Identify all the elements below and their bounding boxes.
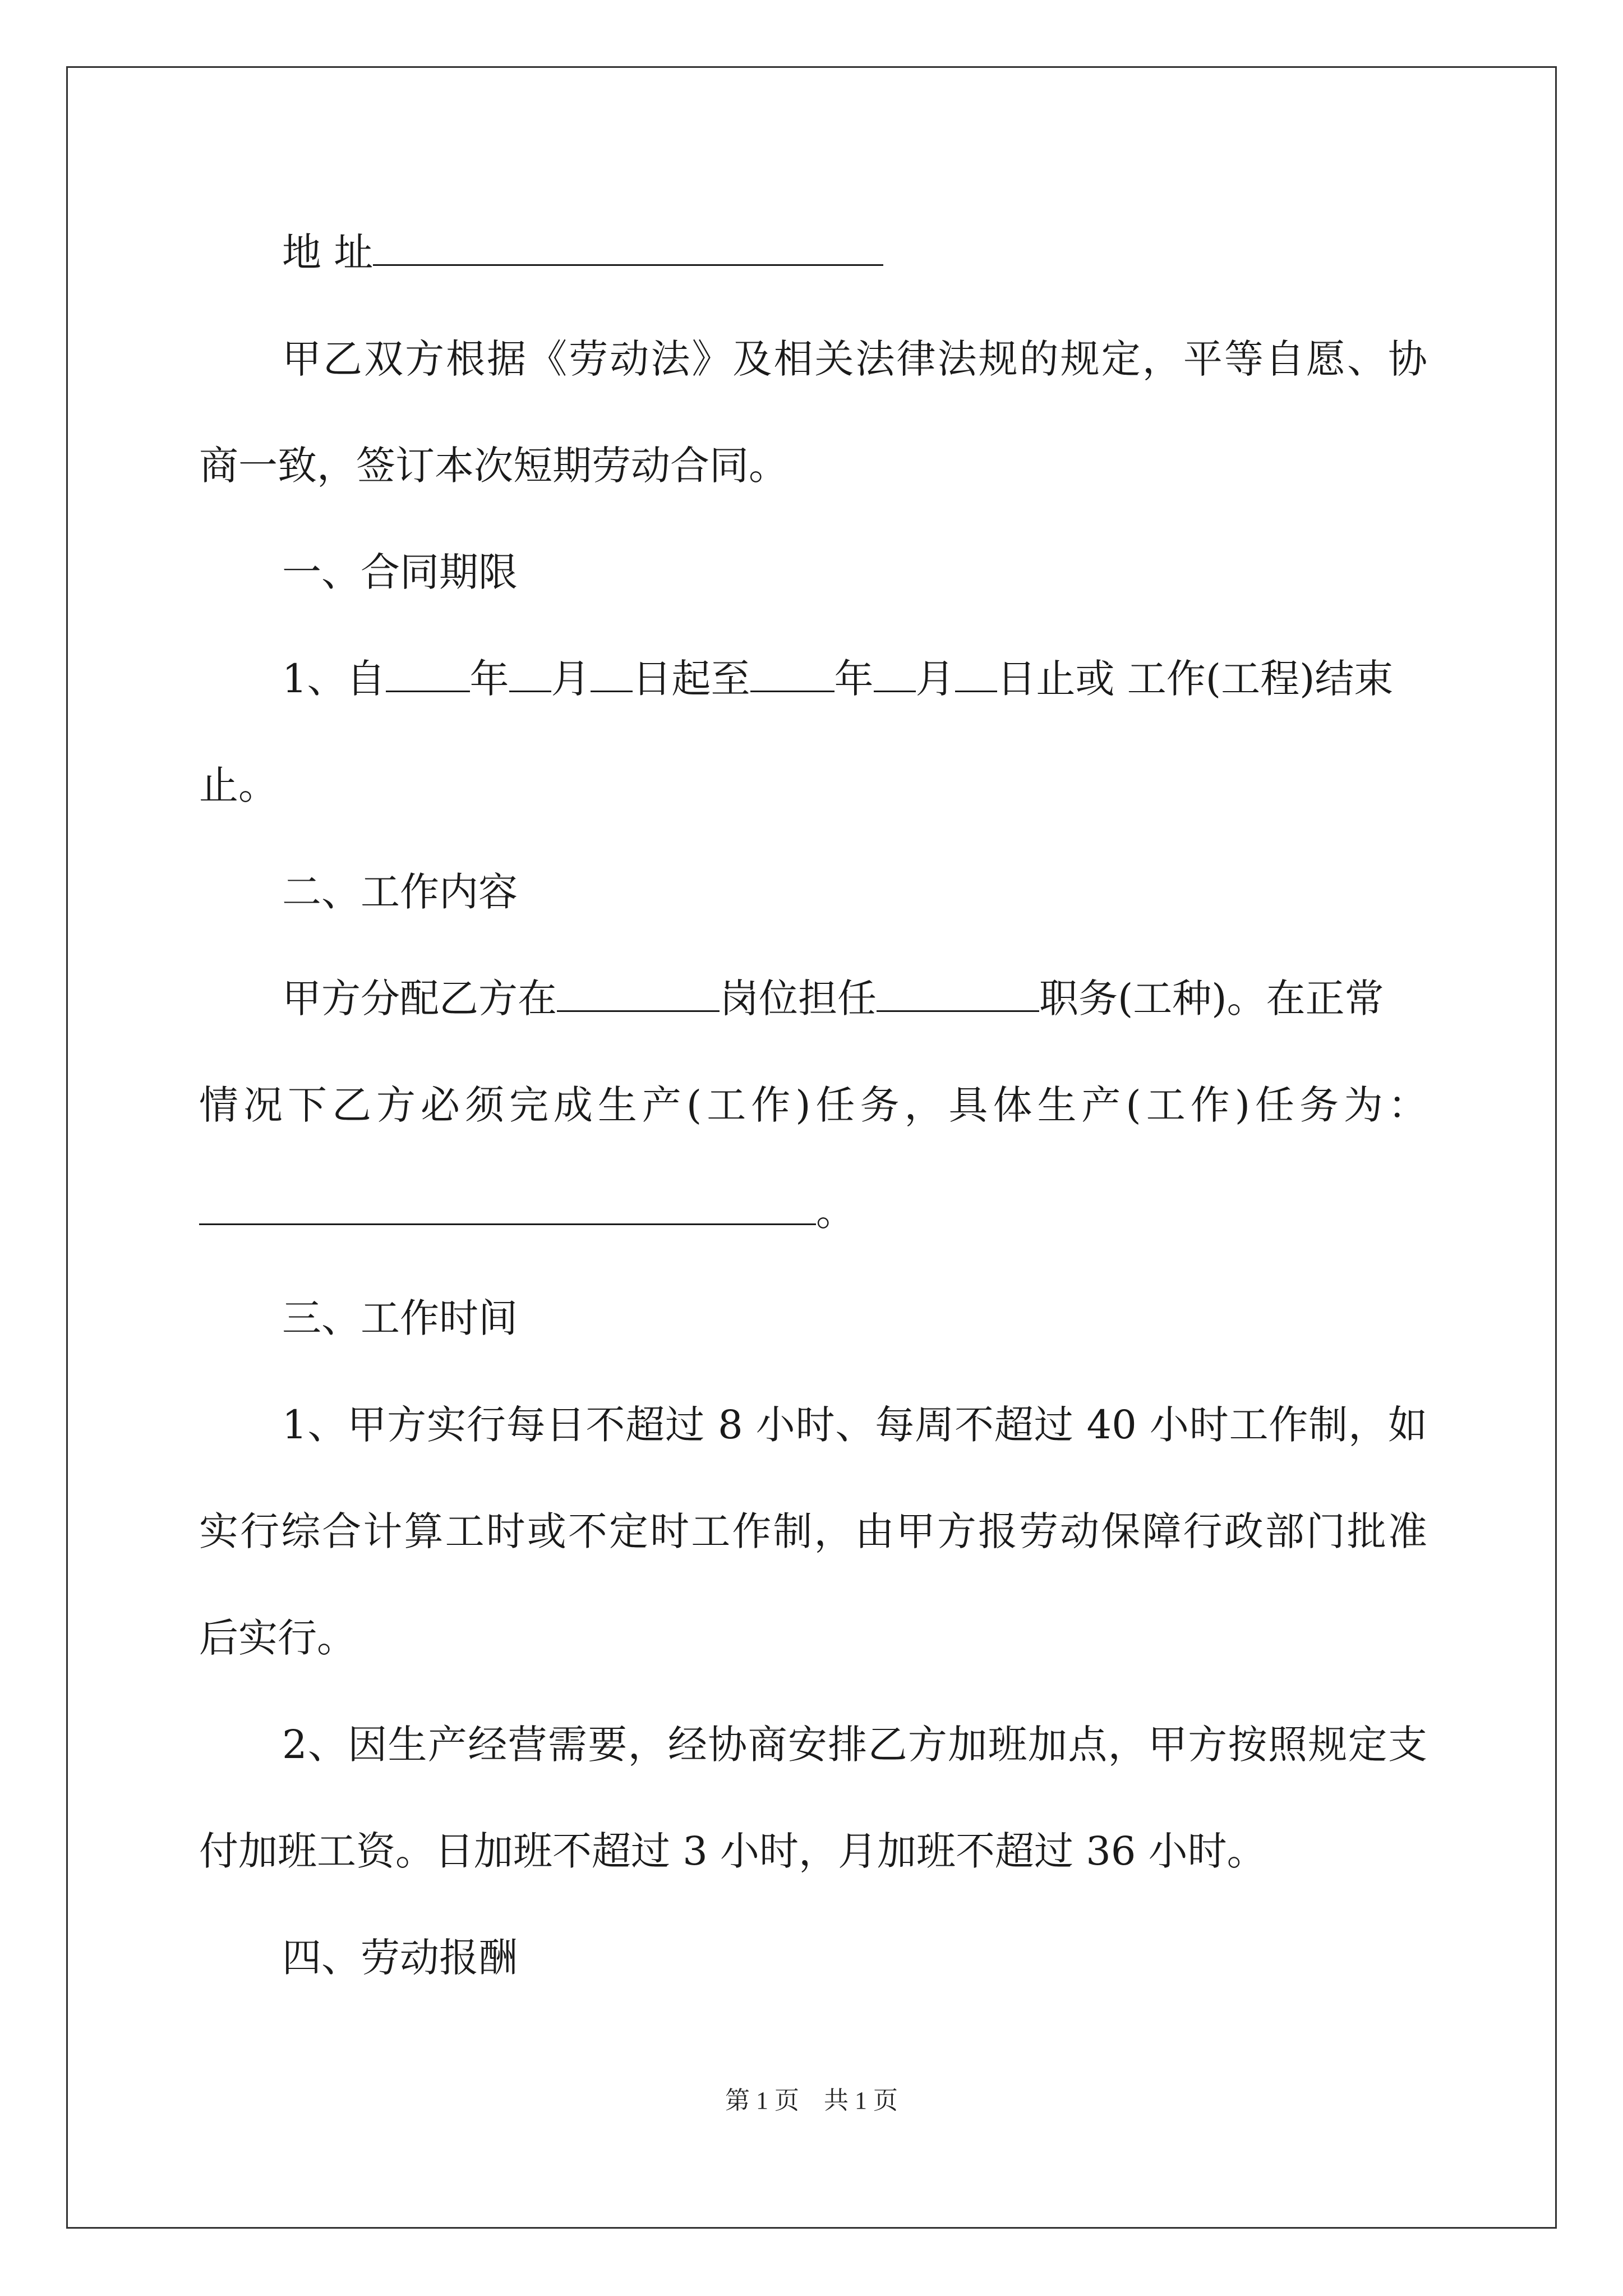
duty-blank bbox=[877, 977, 1039, 1012]
hours-p1-line-2: 实行综合计算工时或不定时工作制，由甲方报劳动保障行政部门批准 bbox=[199, 1508, 1427, 1554]
page-border bbox=[66, 66, 1557, 2229]
hours-p2-line-2: 付加班工资。日加班不超过 3 小时，月加班不超过 36 小时。 bbox=[199, 1828, 1266, 1874]
start-year-blank bbox=[386, 657, 470, 692]
section-4-title: 四、劳动报酬 bbox=[282, 1935, 518, 1981]
address-line bbox=[282, 227, 883, 278]
page-number: 第 1 页 共 1 页 bbox=[725, 2087, 898, 2114]
end-day-blank bbox=[955, 657, 997, 692]
work-content-line-3 bbox=[199, 1186, 855, 1237]
hours-p1-line-3: 后实行。 bbox=[199, 1615, 356, 1661]
work-duty-text: 职务(工种)。在正常 bbox=[1039, 976, 1384, 1022]
start-month-blank bbox=[509, 657, 551, 692]
page-footer bbox=[0, 2084, 1623, 2118]
intro-line-1: 甲乙双方根据《劳动法》及相关法律法规的规定，平等自愿、协 bbox=[282, 336, 1427, 382]
term-month-1: 月 bbox=[551, 656, 591, 702]
term-year-2: 年 bbox=[834, 656, 874, 702]
term-end-text: 日止或 工作(工程)结束 bbox=[997, 656, 1394, 702]
term-month-2: 月 bbox=[915, 656, 955, 702]
start-day-blank bbox=[591, 657, 633, 692]
work-content-line-1 bbox=[282, 973, 1384, 1024]
position-blank bbox=[557, 977, 720, 1012]
address-label: 地 址 bbox=[282, 229, 374, 275]
section-3-title: 三、工作时间 bbox=[282, 1295, 518, 1341]
term-day-1: 日起至 bbox=[632, 656, 750, 702]
section-1-title: 一、合同期限 bbox=[282, 549, 518, 595]
term-line-2: 止。 bbox=[199, 762, 278, 808]
intro-line-2: 商一致，签订本次短期劳动合同。 bbox=[199, 443, 788, 489]
term-line-1 bbox=[282, 654, 1393, 704]
work-assign-text: 甲方分配乙方在 bbox=[282, 976, 557, 1022]
term-from-label: 1、自 bbox=[282, 656, 386, 702]
end-month-blank bbox=[874, 657, 916, 692]
section-2-title: 二、工作内容 bbox=[282, 869, 518, 915]
hours-p2-line-1: 2、因生产经营需要，经协商安排乙方加班加点，甲方按照规定支 bbox=[282, 1722, 1427, 1768]
work-role-text: 岗位担任 bbox=[720, 976, 877, 1022]
work-content-line-2: 情况下乙方必须完成生产(工作)任务，具体生产(工作)任务为： bbox=[199, 1082, 1427, 1128]
address-blank bbox=[373, 231, 883, 266]
end-year-blank bbox=[750, 657, 834, 692]
term-year-1: 年 bbox=[469, 656, 509, 702]
task-blank bbox=[199, 1190, 816, 1225]
task-end-mark: 。 bbox=[816, 1189, 855, 1235]
hours-p1-line-1: 1、甲方实行每日不超过 8 小时、每周不超过 40 小时工作制，如 bbox=[282, 1402, 1427, 1448]
